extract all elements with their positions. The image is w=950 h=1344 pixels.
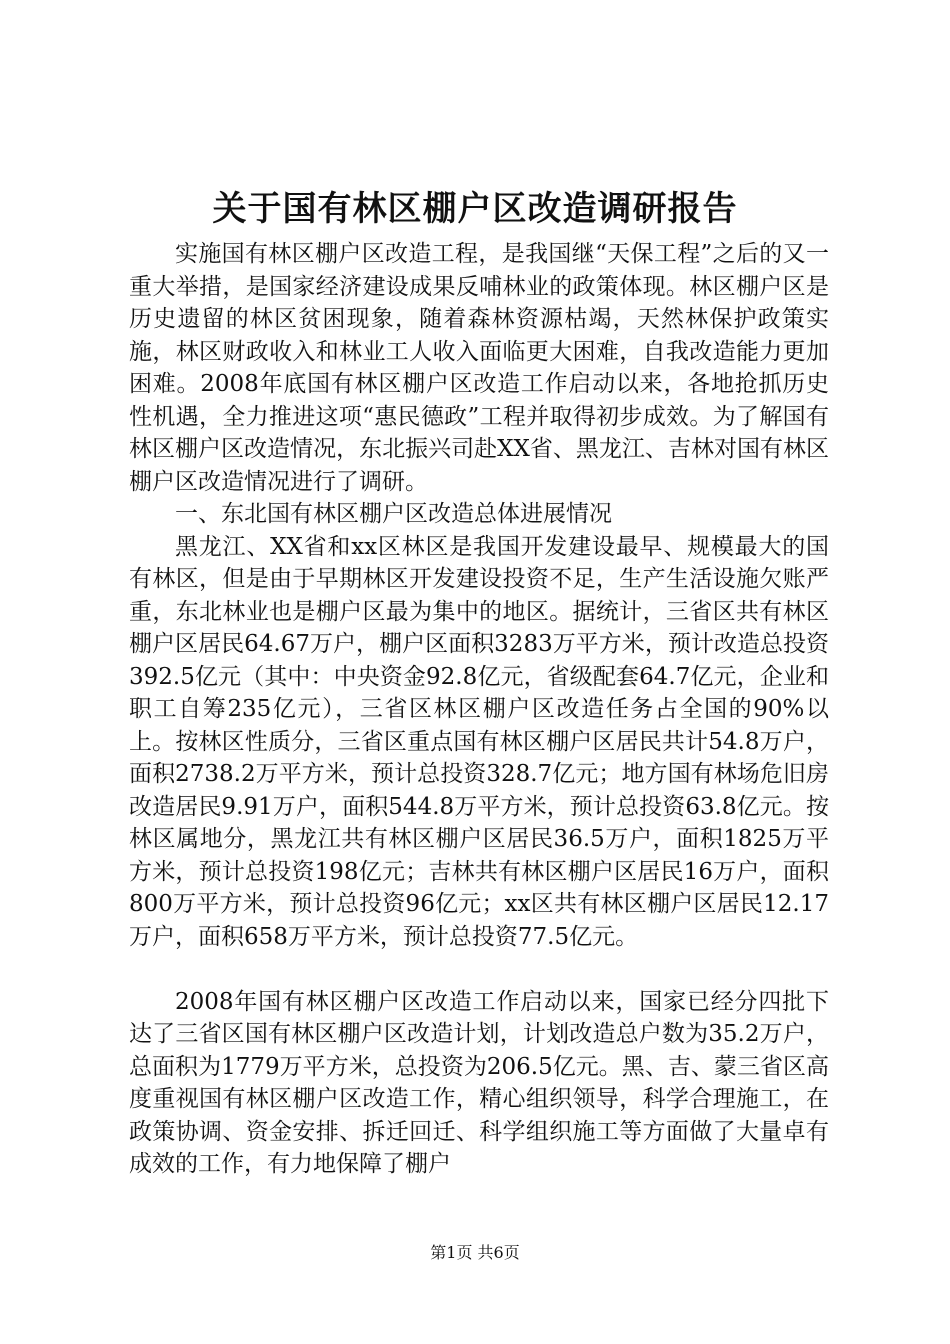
page-number-footer: 第1页 共6页 (430, 1243, 520, 1262)
intro-paragraph: 实施国有林区棚户区改造工程，是我国继“天保工程”之后的又一重大举措，是国家经济建设成果反哺林业的政策体现。林区棚户区是历史遗留的林区贫困现象，随着森林资源枯竭，天然林保护政策实施，林区财政收入和林业工人收入面临更大困难，自我改造能力更加困难。2008年底国有林区棚户区改造工作启动以来，各地抢抓历史性机遇，全力推进这项“惠民德政”工程并取得初步成效。为了解国有林区棚户区改造情况，东北振兴司赴XX省、黑龙江、吉林对国有林区棚户区改造情况进行了调研。 (129, 241, 829, 495)
statistics-paragraph: 黑龙江、XX省和xx区林区是我国开发建设最早、规模最大的国有林区，但是由于早期林区开发建设投资不足，生产生活设施欠账严重，东北林业也是棚户区最为集中的地区。据统计，三省区共有林区棚户区居民64.67万户，棚户区面积3283万平方米，预计改造总投资392.5亿元（其中：中央资金92.8亿元，省级配套64.7亿元，企业和职工自筹235亿元），三省区林区棚户区改造任务占全国的90%以上。按林区性质分，三省区重点国有林区棚户区居民共计54.8万户，面积2738.2万平方米，预计总投资328.7亿元；地方国有林场危旧房改造居民9.91万户，面积544.8万平方米，预计总投资63.8亿元。按林区属地分，黑龙江共有林区棚户区居民36.5万户，面积1825万平方米，预计总投资198亿元；吉林共有林区棚户区居民16万户，面积800万平方米，预计总投资96亿元；xx区共有林区棚户区居民12.17万户，面积658万平方米，预计总投资77.5亿元。 (129, 533, 829, 950)
progress-paragraph: 2008年国有林区棚户区改造工作启动以来，国家已经分四批下达了三省区国有林区棚户区改造计划，计划改造总户数为35.2万户，总面积为1779万平方米，总投资为206.5亿元。黑、吉、蒙三省区高度重视国有林区棚户区改造工作，精心组织领导，科学合理施工，在政策协调、资金安排、拆迁回迁、科学组织施工等方面做了大量卓有成效的工作，有力地保障了棚户 (129, 988, 829, 1177)
document-body (129, 238, 829, 1181)
section-heading: 一、东北国有林区棚户区改造总体进展情况 (175, 501, 612, 527)
document-title: 关于国有林区棚户区改造调研报告 (212, 189, 738, 229)
paragraph-spacer (129, 953, 829, 986)
